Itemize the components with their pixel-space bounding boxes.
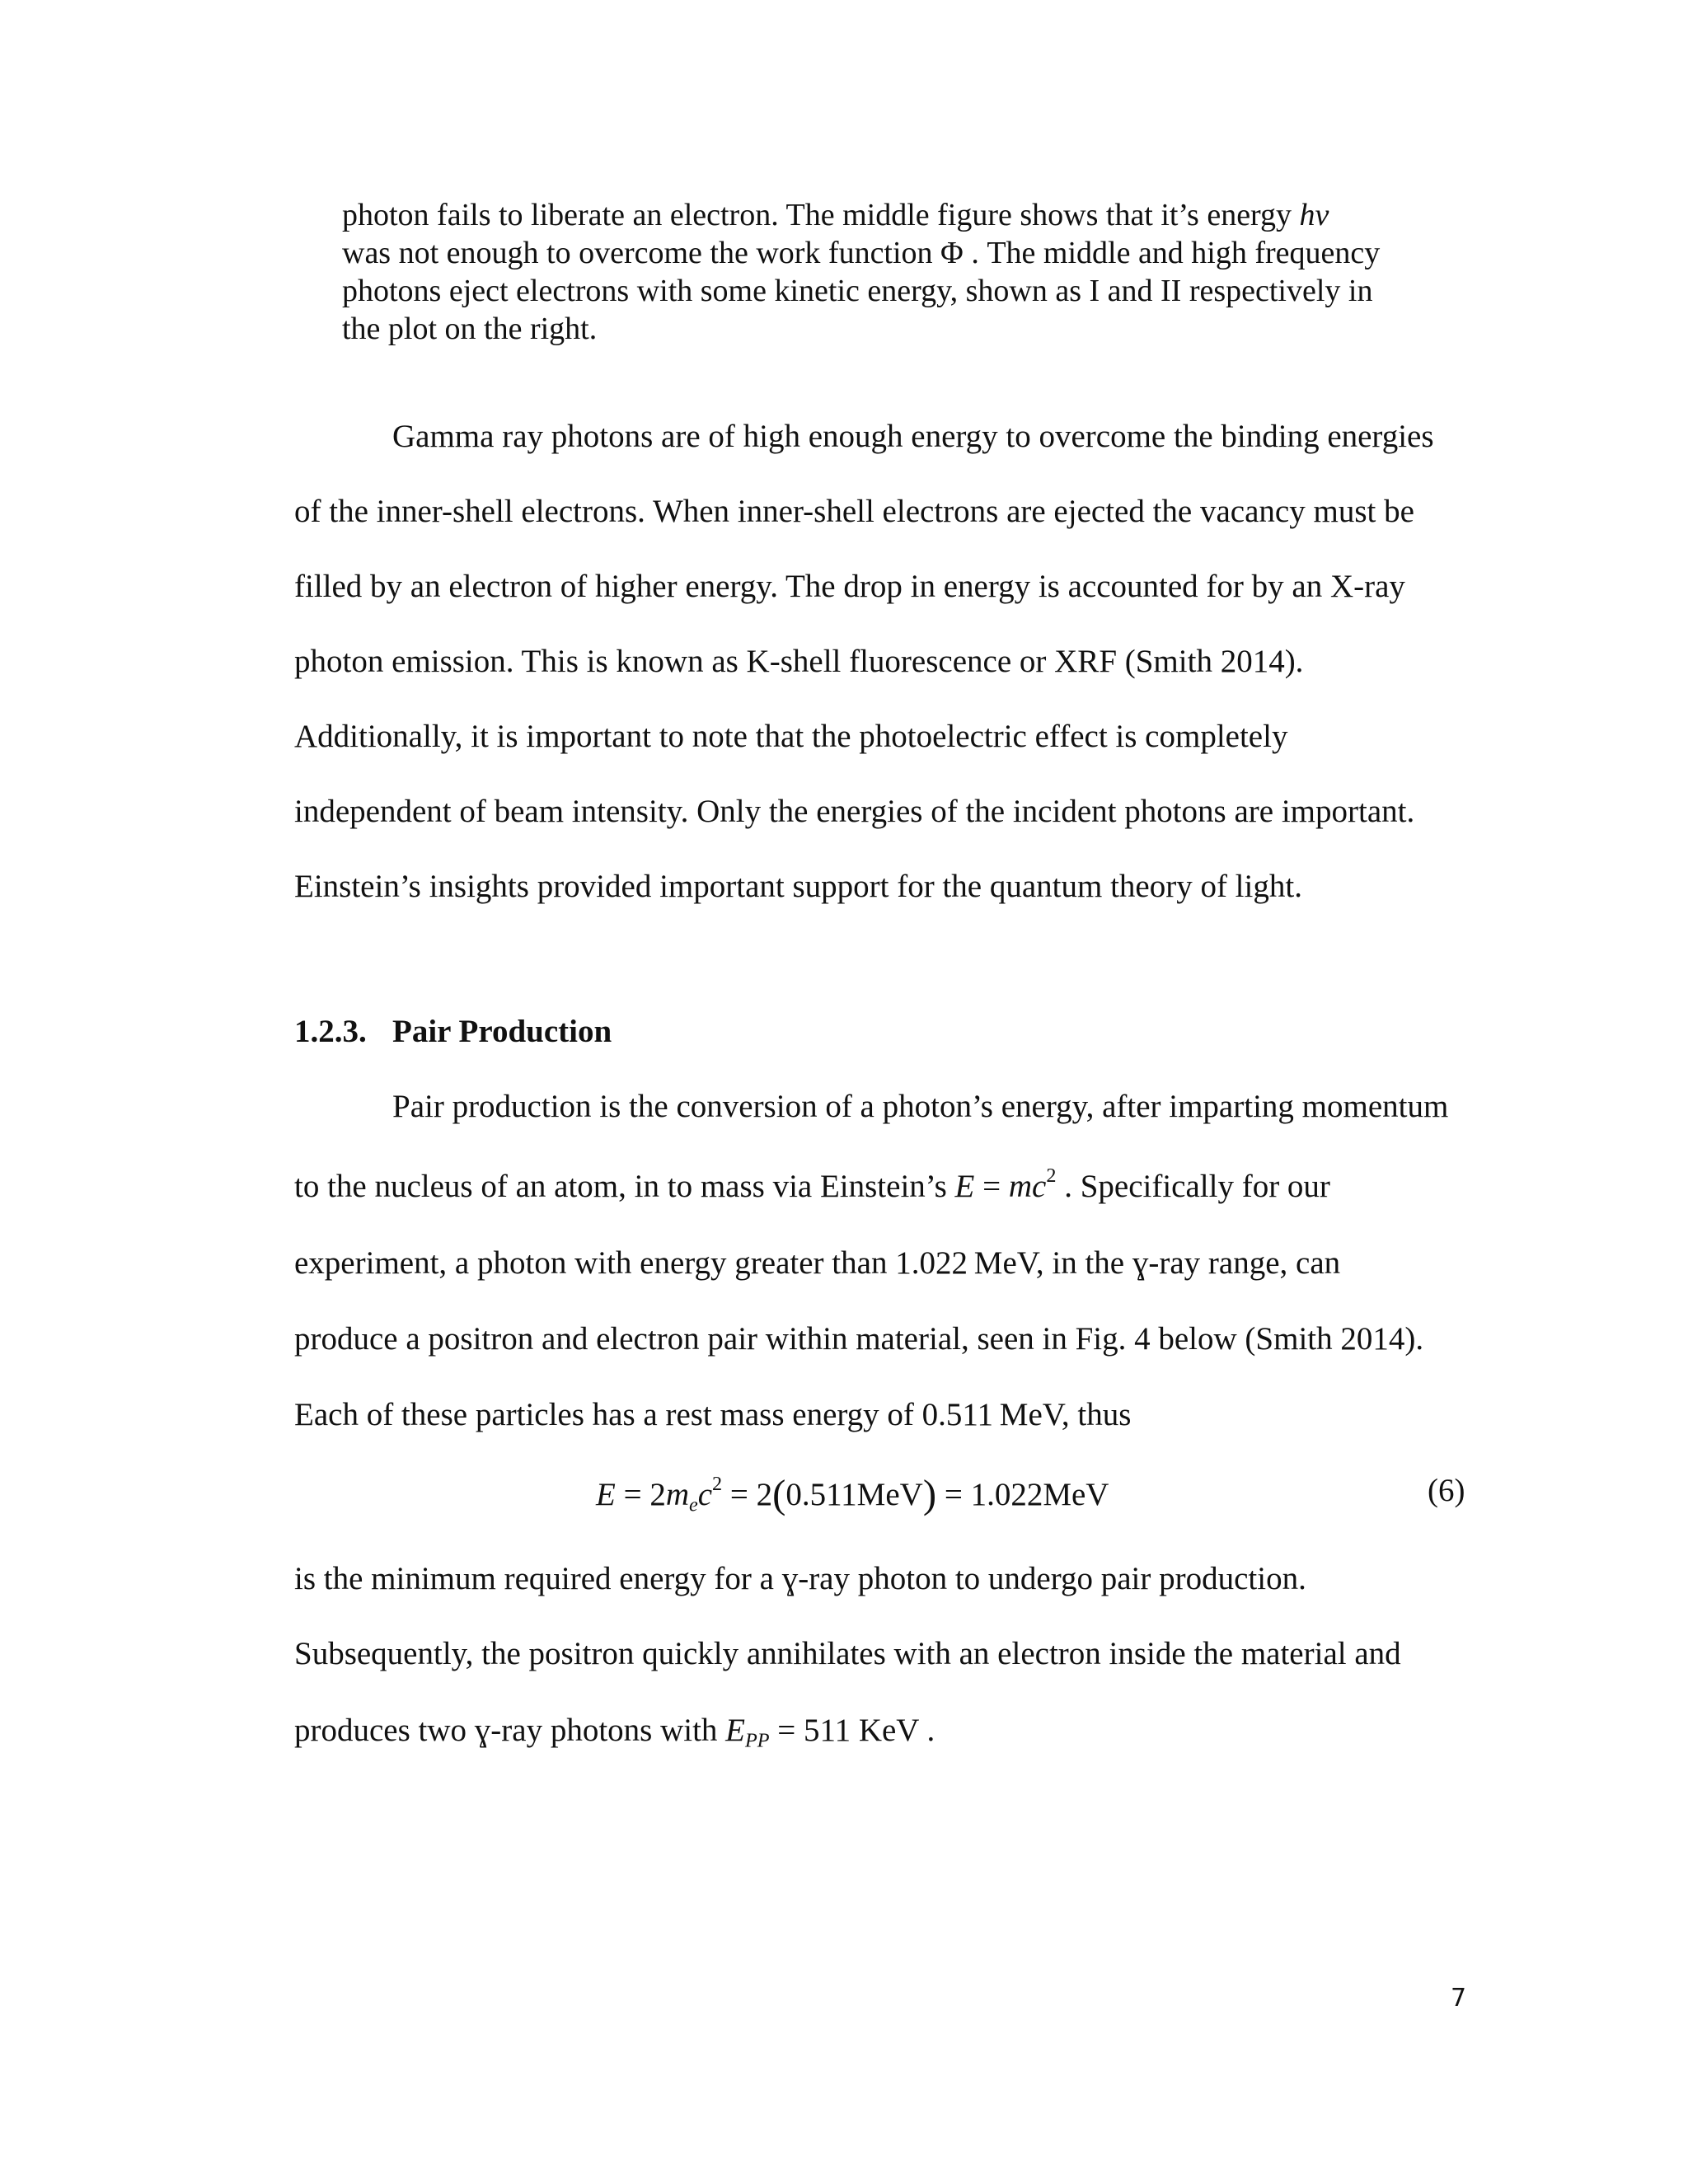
paragraph-line: Subsequently, the positron quickly annihilates with an electron inside the material and <box>294 1636 1401 1671</box>
math-phi: Φ <box>940 236 964 270</box>
paragraph-line: produce a positron and electron pair within material, seen in Fig. 4 below (Smith 2014). <box>294 1321 1424 1357</box>
paragraph-line: Pair production is the conversion of a photon’s energy, after imparting momentum <box>392 1089 1449 1124</box>
caption-line: photon fails to liberate an electron. The middle figure shows that it’s energy hν <box>342 198 1329 232</box>
energy-value: 0.511 MeV <box>921 1397 1062 1432</box>
math-h-nu: hν <box>1299 198 1329 232</box>
section-number: 1.2.3. <box>294 1014 367 1049</box>
math-mc: mc <box>1008 1169 1047 1204</box>
paragraph-line: produces two ɣ-ray photons with $E_{PP} = 511$ KeV . <box>294 1713 935 1752</box>
caption-line: was not enough to overcome the work function Φ . The middle and high frequency <box>342 236 1381 270</box>
caption-line: the plot on the right. <box>342 312 598 346</box>
equation-number: (6) <box>1428 1473 1465 1508</box>
paragraph-line: photon emission. This is known as K-shell fluorescence or XRF (Smith 2014). <box>294 644 1304 679</box>
section-heading <box>294 1015 612 1047</box>
energy-value: 1.022 MeV <box>895 1245 1036 1281</box>
section-title: Pair Production <box>392 1014 612 1049</box>
page-number: 7 <box>1451 1984 1467 2013</box>
equation-6: $E = 2m_ec^2 = 2(0.511MeV) = 1.022MeV$ <box>596 1472 1109 1516</box>
figure-caption <box>342 196 1463 348</box>
paragraph-line: to the nucleus of an atom, in to mass via Einstein’s $E = mc^2$ . Specifically for our <box>294 1164 1330 1204</box>
paragraph-line: is the minimum required energy for a ɣ-ray photon to undergo pair production. <box>294 1561 1306 1596</box>
paragraph-line: experiment, a photon with energy greater than 1.022 MeV, in the ɣ-ray range, can <box>294 1245 1341 1281</box>
paragraph-line: Einstein’s insights provided important support for the quantum theory of light. <box>294 869 1302 904</box>
paragraph-line: independent of beam intensity. Only the energies of the incident photons are important. <box>294 794 1415 829</box>
paragraph-line: Gamma ray photons are of high enough energy to overcome the binding energies <box>392 419 1434 454</box>
math-E: E <box>954 1169 975 1204</box>
caption-line: photons eject electrons with some kinetic energy, shown as I and II respectively in <box>342 274 1373 308</box>
paragraph-line: Each of these particles has a rest mass energy of 0.511 MeV, thus <box>294 1397 1132 1432</box>
paragraph-line: filled by an electron of higher energy. The drop in energy is accounted for by an X-ray <box>294 569 1405 604</box>
math-E-pp: E <box>725 1713 745 1748</box>
paragraph-line: Additionally, it is important to note that the photoelectric effect is completely <box>294 719 1288 754</box>
paragraph-line: of the inner-shell electrons. When inner-shell electrons are ejected the vacancy must be <box>294 494 1414 529</box>
